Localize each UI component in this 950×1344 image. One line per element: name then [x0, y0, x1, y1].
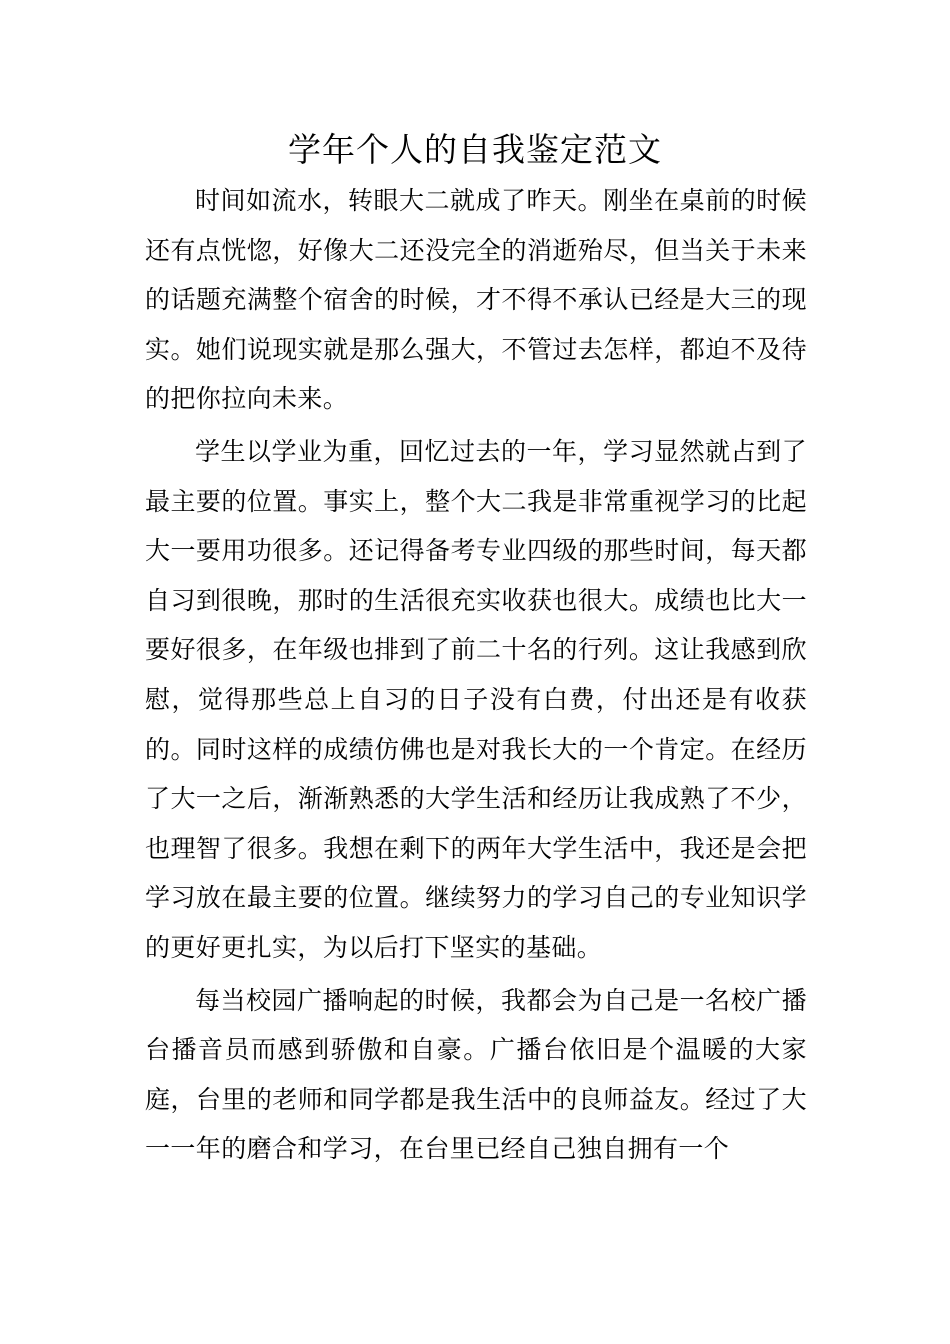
paragraph-2: 学生以学业为重，回忆过去的一年，学习显然就占到了最主要的位置。事实上，整个大二我是非常重视学习的比起大一要用功很多。还记得备考专业四级的那些时间，每天都自习到很晚，那时的生活很充实收获也很大。成绩也比大一要好很多，在年级也排到了前二十名的行列。这让我感到欣慰，觉得那些总上自习的日子没有白费，付出还是有收获的。同时这样的成绩仿佛也是对我长大的一个肯定。在经历了大一之后，渐渐熟悉的大学生活和经历让我成熟了不少，也理智了很多。我想在剩下的两年大学生活中，我还是会把学习放在最主要的位置。继续努力的学习自己的专业知识学的更好更扎实，为以后打下坚实的基础。 [145, 436, 807, 962]
document-body [145, 176, 807, 1174]
document-title: 学年个人的自我鉴定范文 [288, 130, 662, 169]
paragraph-3: 每当校园广播响起的时候，我都会为自己是一名校广播台播音员而感到骄傲和自豪。广播台依旧是个温暖的大家庭，台里的老师和同学都是我生活中的良师益友。经过了大一一年的磨合和学习，在台里已经自己独自拥有一个 [145, 985, 807, 1164]
paragraph-1: 时间如流水，转眼大二就成了昨天。刚坐在桌前的时候还有点恍惚，好像大二还没完全的消逝殆尽，但当关于未来的话题充满整个宿舍的时候，才不得不承认已经是大三的现实。她们说现实就是那么强大，不管过去怎样，都迫不及待的把你拉向未来。 [145, 186, 807, 414]
